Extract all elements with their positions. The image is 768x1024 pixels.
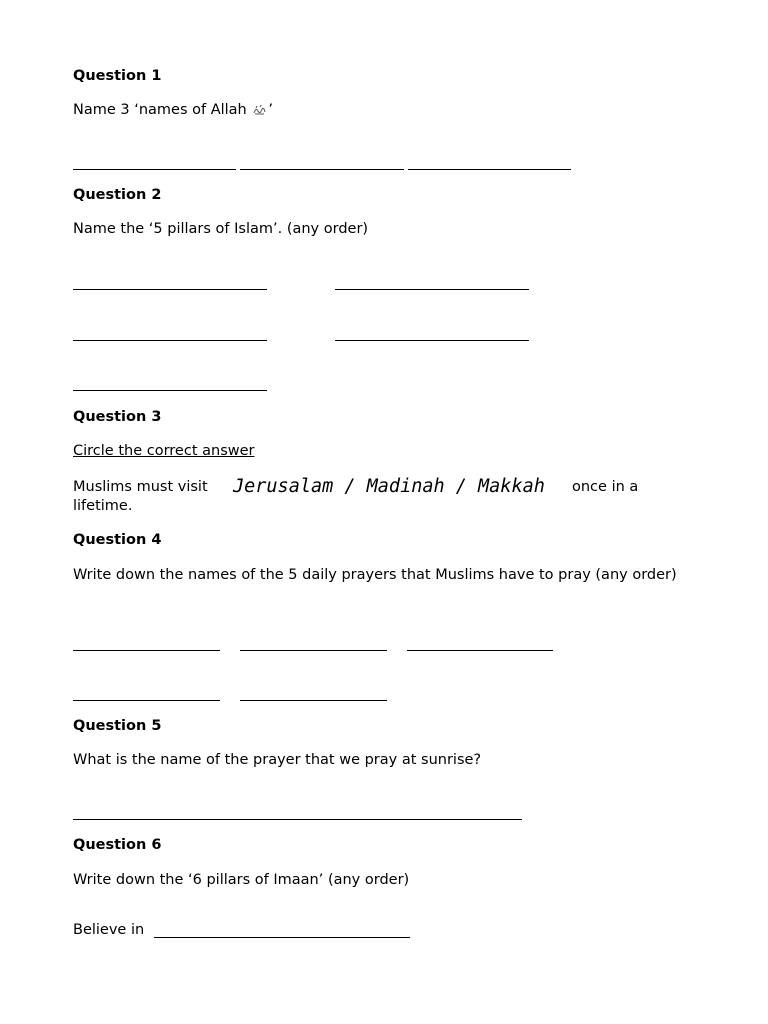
calligraphy-glyph-icon <box>253 105 266 115</box>
answer-line[interactable] <box>73 650 220 651</box>
answer-line[interactable] <box>154 937 410 938</box>
answer-line[interactable] <box>73 390 267 391</box>
question-4-heading: Question 4 <box>73 532 162 548</box>
answer-line[interactable] <box>73 819 522 820</box>
answer-line[interactable] <box>73 169 236 170</box>
answer-line[interactable] <box>240 169 404 170</box>
answer-line[interactable] <box>407 650 553 651</box>
question-2-heading: Question 2 <box>73 187 162 203</box>
question-2-prompt: Name the ‘5 pillars of Islam’. (any order) <box>73 221 369 237</box>
question-6-first-line-label: Believe in <box>73 922 145 938</box>
question-5-heading: Question 5 <box>73 718 162 734</box>
question-3-sentence-end: once in a <box>572 479 639 495</box>
answer-line[interactable] <box>240 700 387 701</box>
answer-line[interactable] <box>408 169 571 170</box>
question-3-heading: Question 3 <box>73 409 162 425</box>
answer-line[interactable] <box>335 340 529 341</box>
answer-line[interactable] <box>73 289 267 290</box>
question-1-heading: Question 1 <box>73 68 162 84</box>
answer-line[interactable] <box>335 289 529 290</box>
question-4-prompt: Write down the names of the 5 daily prayers that Muslims have to pray (any order) <box>73 567 677 583</box>
answer-line[interactable] <box>240 650 387 651</box>
question-3-instruction: Circle the correct answer <box>73 443 255 459</box>
answer-line[interactable] <box>73 340 267 341</box>
answer-line[interactable] <box>73 700 220 701</box>
question-1-prompt <box>73 102 273 118</box>
question-1-prompt-close: ’ <box>268 102 273 118</box>
question-5-prompt: What is the name of the prayer that we pray at sunrise? <box>73 752 482 768</box>
question-6-heading: Question 6 <box>73 837 162 853</box>
question-6-prompt: Write down the ‘6 pillars of Imaan’ (any order) <box>73 872 410 888</box>
question-3-sentence-start: Muslims must visit <box>73 479 208 495</box>
question-3-sentence-wrap: lifetime. <box>73 498 133 514</box>
question-1-prompt-text: Name 3 ‘names of Allah <box>73 102 247 118</box>
question-3-choices[interactable]: Jerusalam / Madinah / Makkah <box>233 476 545 497</box>
